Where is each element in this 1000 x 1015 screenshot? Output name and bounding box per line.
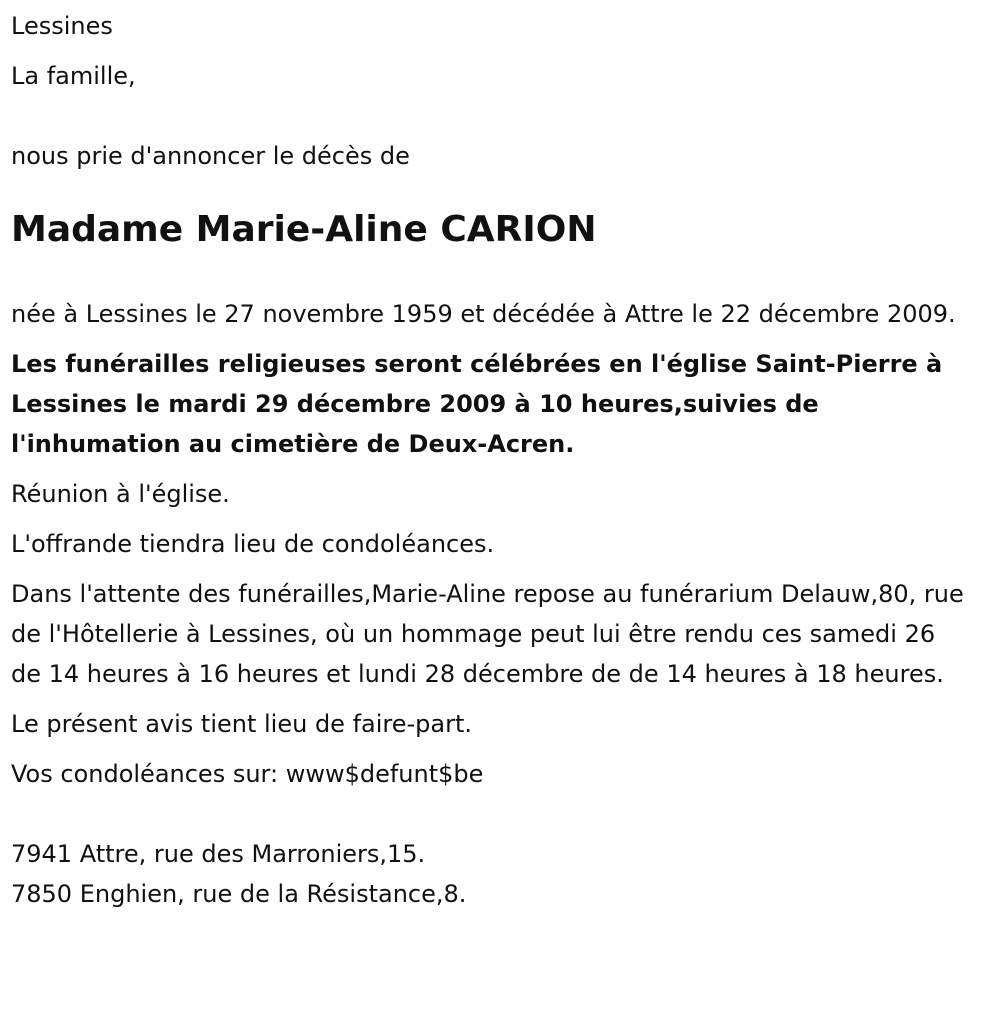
address-line: 7941 Attre, rue des Marroniers,15. [11,840,426,868]
meeting-text: Réunion à l'église. [11,480,230,508]
funeral-text: Les funérailles religieuses seront célébrées en l'église Saint-Pierre à Lessines le mardi 29 décembre 2009 à 10 heures,suivies de l'inhumation au cimetière de Deux-Acren. [11,350,943,458]
family-label: La famille, [11,62,136,90]
offering-text: L'offrande tiendra lieu de condoléances. [11,530,495,558]
viewing-text: Dans l'attente des funérailles,Marie-Aline repose au funérarium Delauw,80, rue de l'Hôtellerie à Lessines, où un hommage peut lui être rendu ces samedi 26 de 14 heures à 16 heures et lundi 28 décembre de de 14 heures à 18 heures. [11,580,964,688]
address-line: 7850 Enghien, rue de la Résistance,8. [11,880,467,908]
notice-text: Le présent avis tient lieu de faire-part. [11,710,473,738]
spacer [11,270,971,294]
town-label: Lessines [11,12,113,40]
condolences-text: Vos condoléances sur: www$defunt$be [11,760,484,788]
announcement-text: nous prie d'annoncer le décès de [11,142,410,170]
death-notice [11,0,971,914]
deceased-name: Madame Marie-Aline CARION [11,209,597,250]
spacer [11,96,971,136]
spacer [11,804,971,834]
birth-death-text: née à Lessines le 27 novembre 1959 et décédée à Attre le 22 décembre 2009. [11,300,956,328]
